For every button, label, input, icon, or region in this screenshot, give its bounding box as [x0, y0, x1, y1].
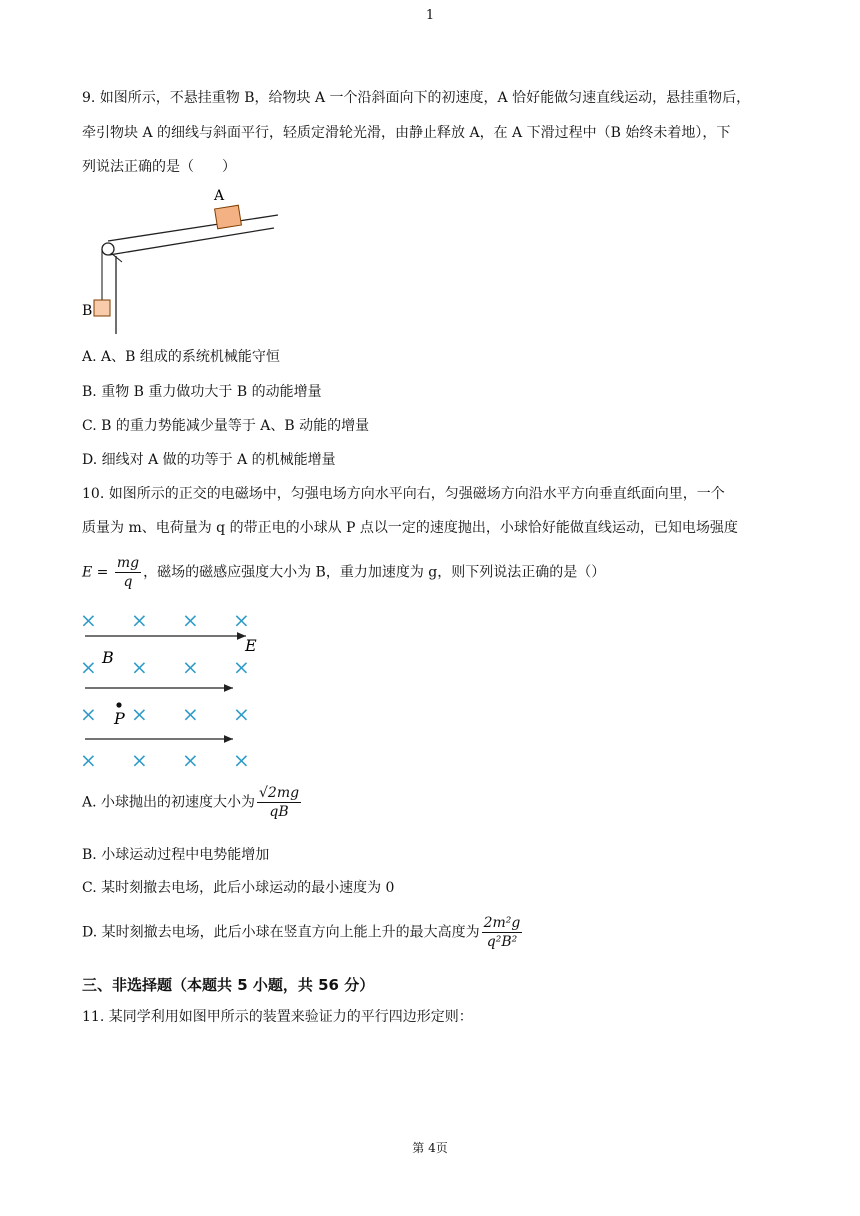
svg-text:×: × [131, 702, 148, 726]
q10-field-figure [78, 608, 268, 774]
svg-text:×: × [131, 608, 148, 632]
q9-option-b: B. 重物 B 重力做功大于 B 的动能增量 [82, 384, 322, 400]
q10-option-d-text: D. 某时刻撤去电场，此后小球在竖直方向上能上升的最大高度为 [82, 924, 480, 941]
fraction-root2mg-over-qb: $\frac{√2mg}{qB}$ [259, 785, 300, 820]
svg-text:×: × [233, 748, 250, 772]
q10-text-line-1: 10. 如图所示的正交的电磁场中，匀强电场方向水平向右，匀强磁场方向沿水平方向垂直纸面向里，一个 [82, 486, 725, 502]
q9-option-d: D. 细线对 A 做的功等于 A 的机械能增量 [82, 452, 336, 468]
q9-option-a: A. A、B 组成的系统机械能守恒 [82, 349, 280, 365]
svg-text:×: × [80, 702, 97, 726]
q10-option-b: B. 小球运动过程中电势能增加 [82, 847, 270, 863]
svg-text:×: × [182, 655, 199, 679]
block-b [94, 300, 110, 316]
page-footer-label: 第 4页 [412, 1141, 448, 1155]
svg-text:×: × [80, 608, 97, 632]
q10-text-line-2: 质量为 m、电荷量为 q 的带正电的小球从 P 点以一定的速度抛出，小球恰好能做直线运动，已知电场强度 [82, 520, 738, 536]
q10-option-a [82, 784, 303, 821]
svg-text:×: × [182, 748, 199, 772]
svg-text:×: × [233, 702, 250, 726]
q11-text-line-1: 11. 某同学利用如图甲所示的装置来验证力的平行四边形定则： [82, 1009, 473, 1025]
svg-text:×: × [131, 655, 148, 679]
q9-text-line-3: 列说法正确的是（ ） [82, 159, 236, 175]
page-header-number: 1 [425, 8, 435, 23]
label-a: A [214, 188, 225, 204]
label-e: E [245, 636, 257, 655]
label-b: B [82, 303, 93, 319]
svg-text:×: × [80, 655, 97, 679]
fraction-2m2g-over-q2b2: $\frac{\text{2m²g}}{\text{q²B²}}$ [483, 915, 521, 950]
svg-text:×: × [182, 702, 199, 726]
label-p: P [114, 709, 125, 728]
q10-option-d [82, 914, 524, 951]
q9-text-line-1: 9. 如图所示，不悬挂重物 B，给物块 A 一个沿斜面向下的初速度，A 恰好能做匀速直线运动，悬挂重物后， [82, 90, 751, 106]
q10-text-line-3-rest: ，磁场的磁感应强度大小为 B，重力加速度为 g，则下列说法正确的是（） [143, 564, 606, 581]
svg-text:×: × [233, 608, 250, 632]
q9-option-c: C. B 的重力势能减少量等于 A、B 动能的增量 [82, 418, 370, 434]
svg-text:×: × [182, 608, 199, 632]
section-3-heading: 三、非选择题（本题共 5 小题，共 56 分） [82, 976, 375, 994]
svg-text:×: × [80, 748, 97, 772]
svg-text:×: × [233, 655, 250, 679]
fraction-mg-over-q: $\frac{mg}{q}$ [116, 555, 140, 590]
point-p-dot [116, 702, 121, 707]
label-b-field: B [102, 648, 114, 667]
svg-text:×: × [131, 748, 148, 772]
q10-option-c: C. 某时刻撤去电场，此后小球运动的最小速度为 0 [82, 880, 395, 896]
q9-incline-pulley-figure [78, 184, 288, 338]
q10-text-line-3 [82, 554, 605, 591]
block-a [215, 205, 242, 229]
field-e-lhs: E = [82, 564, 109, 581]
q10-option-a-text: A. 小球抛出的初速度大小为 [82, 794, 256, 811]
q9-text-line-2: 牵引物块 A 的细线与斜面平行，轻质定滑轮光滑，由静止释放 A，在 A 下滑过程中（B 始终未着地），下 [82, 125, 731, 141]
magnetic-field-crosses [80, 608, 250, 772]
